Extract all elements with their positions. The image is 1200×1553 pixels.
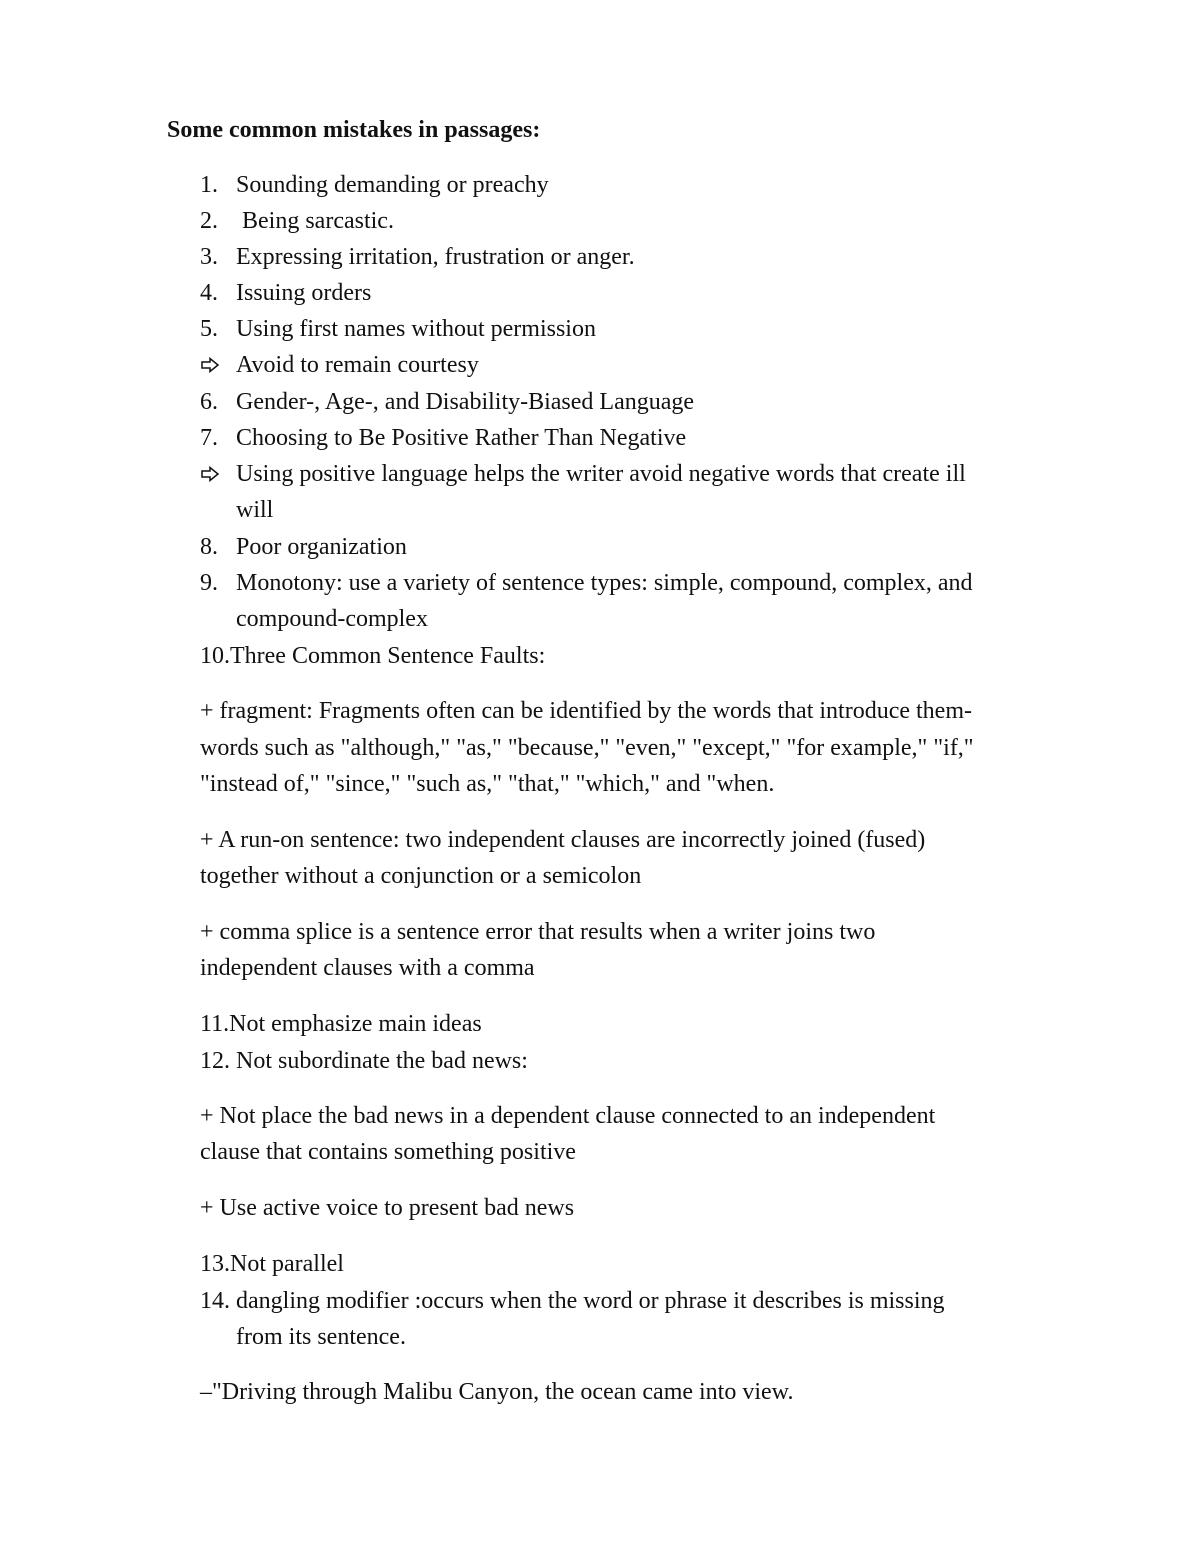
paragraph-line: clause that contains something positive — [200, 1139, 576, 1165]
paragraph-line: + Use active voice to present bad news — [200, 1195, 575, 1221]
list-item-text: 11.Not emphasize main ideas — [200, 1011, 482, 1037]
right-arrow-icon — [200, 456, 222, 492]
list-item-text: Expressing irritation, frustration or anger. — [236, 244, 635, 270]
list-number: 4. — [200, 280, 218, 306]
list-item-text: Monotony: use a variety of sentence types: simple, compound, complex, and — [236, 570, 973, 596]
list-item-text: Avoid to remain courtesy — [236, 352, 479, 378]
list-item-text: 12. Not subordinate the bad news: — [200, 1048, 528, 1074]
paragraph-line: + Not place the bad news in a dependent clause connected to an independent — [200, 1103, 936, 1129]
list-number: 6. — [200, 389, 218, 415]
list-item-text: Poor organization — [236, 534, 407, 560]
list-item-text: Gender-, Age-, and Disability-Biased Language — [236, 389, 695, 415]
list-item-text: Choosing to Be Positive Rather Than Negative — [236, 425, 687, 451]
paragraph-line: words such as "although," "as," "because," "even," "except," "for example," "if," — [200, 735, 974, 761]
paragraph-line: + fragment: Fragments often can be identified by the words that introduce them- — [200, 698, 972, 724]
paragraph-line: independent clauses with a comma — [200, 955, 535, 981]
list-item-text: 14. dangling modifier :occurs when the word or phrase it describes is missing — [200, 1288, 945, 1314]
paragraph-line: together without a conjunction or a semicolon — [200, 863, 642, 889]
paragraph-line: –"Driving through Malibu Canyon, the ocean came into view. — [200, 1379, 794, 1405]
list-item-text: 10.Three Common Sentence Faults: — [200, 643, 546, 669]
list-item-text: 13.Not parallel — [200, 1251, 344, 1277]
list-item-text: compound-complex — [236, 606, 428, 632]
list-number: 8. — [200, 534, 218, 560]
list-item-text: Using first names without permission — [236, 316, 596, 342]
list-item-text: will — [236, 497, 274, 523]
paragraph-line: + comma splice is a sentence error that results when a writer joins two — [200, 919, 876, 945]
right-arrow-icon — [200, 347, 222, 383]
list-number: 9. — [200, 570, 218, 596]
paragraph-line: "instead of," "since," "such as," "that," "which," and "when. — [200, 771, 775, 797]
page-title: Some common mistakes in passages: — [167, 117, 541, 143]
list-item-text: Using positive language helps the writer avoid negative words that create ill — [236, 461, 966, 487]
list-number: 1. — [200, 172, 218, 198]
list-item-text: Issuing orders — [236, 280, 372, 306]
list-number: 2. — [200, 208, 218, 234]
list-item-text: from its sentence. — [236, 1324, 406, 1350]
list-item-text: Sounding demanding or preachy — [236, 172, 549, 198]
list-number: 3. — [200, 244, 218, 270]
paragraph-line: + A run-on sentence: two independent clauses are incorrectly joined (fused) — [200, 827, 926, 853]
list-item-text: Being sarcastic. — [236, 208, 394, 234]
list-number: 7. — [200, 425, 218, 451]
list-number: 5. — [200, 316, 218, 342]
